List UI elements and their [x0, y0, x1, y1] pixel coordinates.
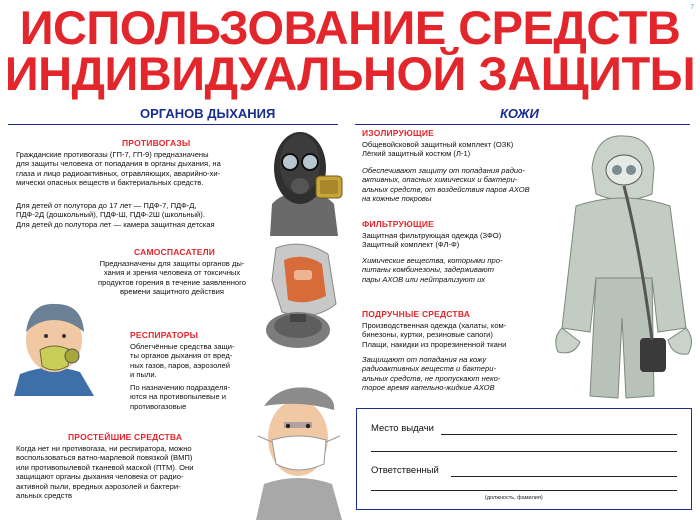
improvised-description: Защищают от попадания на кожу радиоактивных веществ и бактери- альных средств, не пропускают неко- торое время капельно-жидкие АХОВ [362, 355, 501, 393]
place-label: Место выдачи [371, 423, 434, 434]
section-header-respiratory: ОРГАНОВ ДЫХАНИЯ [140, 106, 276, 121]
place-field-line[interactable] [441, 434, 677, 435]
place-field-line-2[interactable] [371, 451, 677, 452]
self-rescuer-illustration [254, 240, 350, 350]
page-title-line-1: ИСПОЛЬЗОВАНИЕ СРЕДСТВ [19, 1, 681, 54]
gas-masks-children-text: Для детей от полутора до 17 лет — ПДФ-7, ПДФ-Д, ПДФ-2Д (дошкольный), ПДФ-Ш, ПДФ-2Ш (школьный). Для детей до полутора лет — камера защитная детская [16, 201, 215, 229]
page-title-line-2: ИНДИВИДУАЛЬНОЙ ЗАЩИТЫ [4, 47, 696, 100]
gauze-mask-illustration [250, 380, 346, 520]
divider-right [355, 124, 690, 125]
heading-improvised: ПОДРУЧНЫЕ СРЕДСТВА [362, 309, 471, 319]
heading-simple-means: ПРОСТЕЙШИЕ СРЕДСТВА [68, 432, 183, 442]
improvised-items: Производственная одежда (халаты, ком- бинезоны, куртки, резиновые сапоги) Плащи, накидки из прорезиненной ткани [362, 321, 507, 349]
filtering-items: Защитная фильтрующая одежда (ЗФО) Защитный комплект (ФЛ-Ф) [362, 231, 502, 250]
heading-insulating: ИЗОЛИРУЮЩИЕ [362, 128, 435, 138]
insulating-items: Общевойсковой защитный комплект (ОЗК) Лёгкий защитный костюм (Л-1) [362, 140, 514, 159]
heading-respirators: РЕСПИРАТОРЫ [130, 330, 199, 340]
heading-gas-masks: ПРОТИВОГАЗЫ [122, 138, 191, 148]
responsible-caption: (должность, фамилия) [485, 495, 543, 501]
responsible-label: Ответственный [371, 465, 439, 476]
simple-means-text: Когда нет ни противогаза, ни респиратора, можно воспользоваться ватно-марлевой повязкой (ВМП) или противопылевой тканевой маской (ПТМ). Они защищают органы дыхания человека от радио- активной пыли, вредных аэрозолей и бактери- альных средств [16, 444, 194, 501]
heading-filtering: ФИЛЬТРУЮЩИЕ [362, 219, 435, 229]
page-number: 7 [690, 4, 694, 11]
gas-mask-illustration [262, 124, 344, 236]
issue-form [356, 408, 692, 510]
respirators-types-text: По назначению подразделя- ются на противопылевые и противогазовые [130, 383, 231, 411]
respirators-text: Облегчённые средства защи- ты органов дыхания от вред- ных газов, паров, аэрозолей и пыли. [130, 342, 235, 380]
responsible-field-line-2[interactable] [371, 490, 677, 491]
section-header-skin: КОЖИ [500, 106, 539, 121]
self-rescuers-text: Предназначены для защиты органов ды- хания и зрения человека от токсичных продуктов горения в течение заявленного времени защитного действия [98, 259, 246, 297]
heading-self-rescuers: САМОСПАСАТЕЛИ [134, 247, 216, 257]
insulating-description: Обеспечивают защиту от попадания радио- активных, опасных химических и бактери- альных средств, от воздействия паров АХОВ на кожные покровы [362, 166, 530, 204]
respirator-illustration [10, 296, 110, 396]
filtering-description: Химические вещества, которыми про- питаны комбинезоны, задерживают пары АХОВ или нейтрализуют их [362, 256, 503, 284]
gas-masks-text: Гражданские противогазы (ГП-7, ГП-9) предназначены для защиты человека от попадания в органы дыхания, на глаза и лицо радиоактивных, отравляющих, аварийно-хи- мически опасных веществ и бактериальных средств. [16, 150, 221, 188]
protective-suit-illustration [540, 128, 698, 408]
responsible-field-line[interactable] [451, 476, 677, 477]
